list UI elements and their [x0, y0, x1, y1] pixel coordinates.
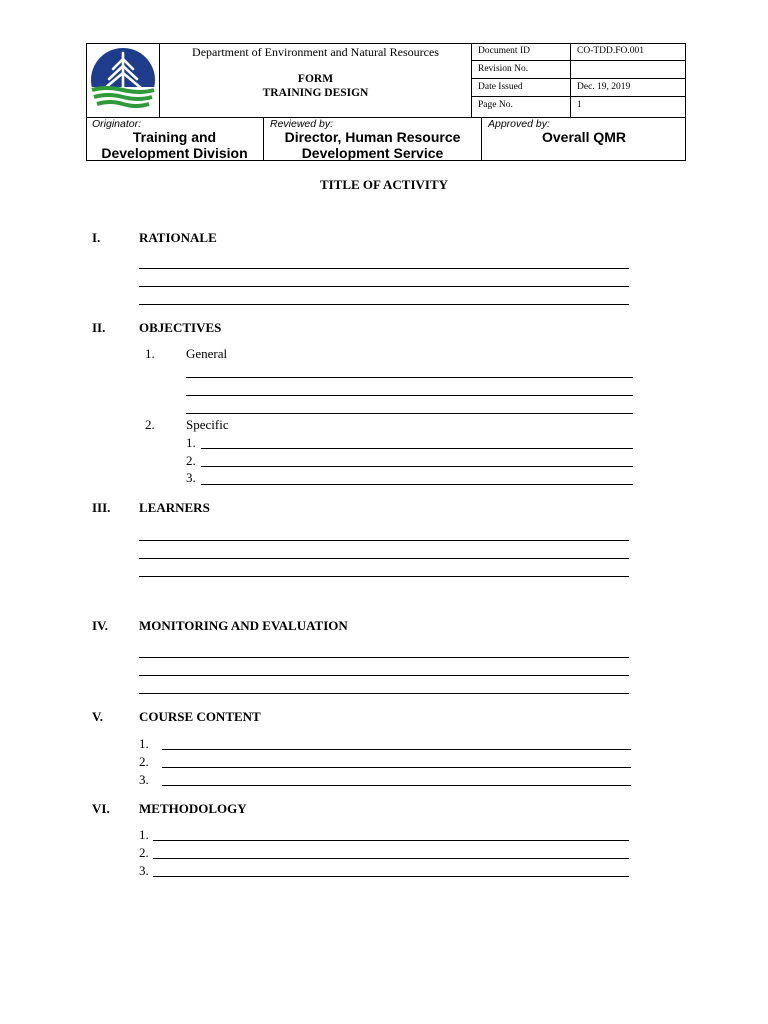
method-item-number: 1.	[139, 827, 149, 842]
meta-row-page-no	[472, 97, 686, 117]
meta-key: Date Issued	[472, 79, 571, 97]
rationale-line[interactable]	[139, 268, 629, 269]
specific-number: 2.	[145, 417, 155, 432]
specific-line[interactable]	[201, 466, 633, 467]
rationale-line[interactable]	[139, 286, 629, 287]
section-number: V.	[92, 709, 103, 724]
specific-label: Specific	[186, 417, 229, 432]
course-item-number: 2.	[139, 754, 149, 769]
approved-label: Approved by:	[488, 118, 550, 130]
specific-line[interactable]	[201, 484, 633, 485]
general-line[interactable]	[186, 395, 633, 396]
reviewed-value: Director, Human Resource Development Service	[284, 129, 461, 161]
meta-value	[571, 61, 686, 79]
department-cell	[160, 43, 472, 117]
general-label: General	[186, 346, 228, 361]
course-item-number: 3.	[139, 772, 149, 787]
method-item-number: 3.	[139, 863, 149, 878]
form-title-block	[160, 72, 471, 100]
monitoring-line[interactable]	[139, 675, 629, 676]
originator-cell	[86, 118, 264, 161]
section-number: III.	[92, 500, 111, 515]
section-number: I.	[92, 230, 101, 245]
denr-logo-icon	[86, 43, 160, 117]
course-line[interactable]	[162, 749, 631, 750]
meta-row-date-issued	[472, 79, 686, 97]
activity-title: TITLE OF ACTIVITY	[319, 177, 449, 192]
course-item-number: 1.	[139, 736, 149, 751]
section-title-monitoring: MONITORING AND EVALUATION	[139, 618, 348, 633]
meta-key: Document ID	[472, 43, 571, 61]
originator-value: Training and Development Division	[101, 129, 248, 161]
general-line[interactable]	[186, 377, 633, 378]
course-line[interactable]	[162, 767, 631, 768]
rationale-line[interactable]	[139, 304, 629, 305]
section-title-learners: LEARNERS	[139, 500, 210, 515]
logo-cell	[86, 43, 160, 117]
form-name: TRAINING DESIGN	[262, 87, 369, 99]
learners-line[interactable]	[139, 558, 629, 559]
section-number: IV.	[92, 618, 109, 633]
section-number: VI.	[92, 801, 110, 816]
method-item-number: 2.	[139, 845, 149, 860]
specific-item-number: 1.	[186, 435, 196, 450]
meta-value: 1	[577, 100, 582, 110]
meta-value: CO-TDD.FO.001	[577, 46, 645, 56]
meta-key: Page No.	[472, 97, 571, 117]
approved-value: Overall QMR	[541, 129, 627, 145]
specific-line[interactable]	[201, 448, 633, 449]
method-line[interactable]	[153, 876, 629, 877]
learners-line[interactable]	[139, 540, 629, 541]
reviewed-label: Reviewed by:	[270, 118, 334, 130]
section-title-methodology: METHODOLOGY	[139, 801, 247, 816]
monitoring-line[interactable]	[139, 693, 629, 694]
monitoring-line[interactable]	[139, 657, 629, 658]
general-line[interactable]	[186, 413, 633, 414]
meta-row-document-id	[472, 43, 686, 61]
specific-item-number: 3.	[186, 470, 196, 485]
department-name: Department of Environment and Natural Resources	[192, 45, 439, 59]
approved-cell	[482, 118, 686, 161]
meta-key: Revision No.	[472, 61, 571, 79]
general-number: 1.	[145, 346, 155, 361]
learners-line[interactable]	[139, 576, 629, 577]
course-line[interactable]	[162, 785, 631, 786]
reviewed-cell	[264, 118, 482, 161]
section-title-rationale: RATIONALE	[139, 230, 217, 245]
signatories-row	[86, 117, 686, 161]
meta-value: Dec. 19, 2019	[577, 82, 631, 92]
form-label: FORM	[297, 73, 334, 85]
originator-label: Originator:	[92, 118, 142, 130]
method-line[interactable]	[153, 858, 629, 859]
meta-row-revision	[472, 61, 686, 79]
section-title-objectives: OBJECTIVES	[139, 320, 222, 335]
specific-item-number: 2.	[186, 453, 196, 468]
section-title-course-content: COURSE CONTENT	[139, 709, 261, 724]
method-line[interactable]	[153, 840, 629, 841]
section-number: II.	[92, 320, 106, 335]
